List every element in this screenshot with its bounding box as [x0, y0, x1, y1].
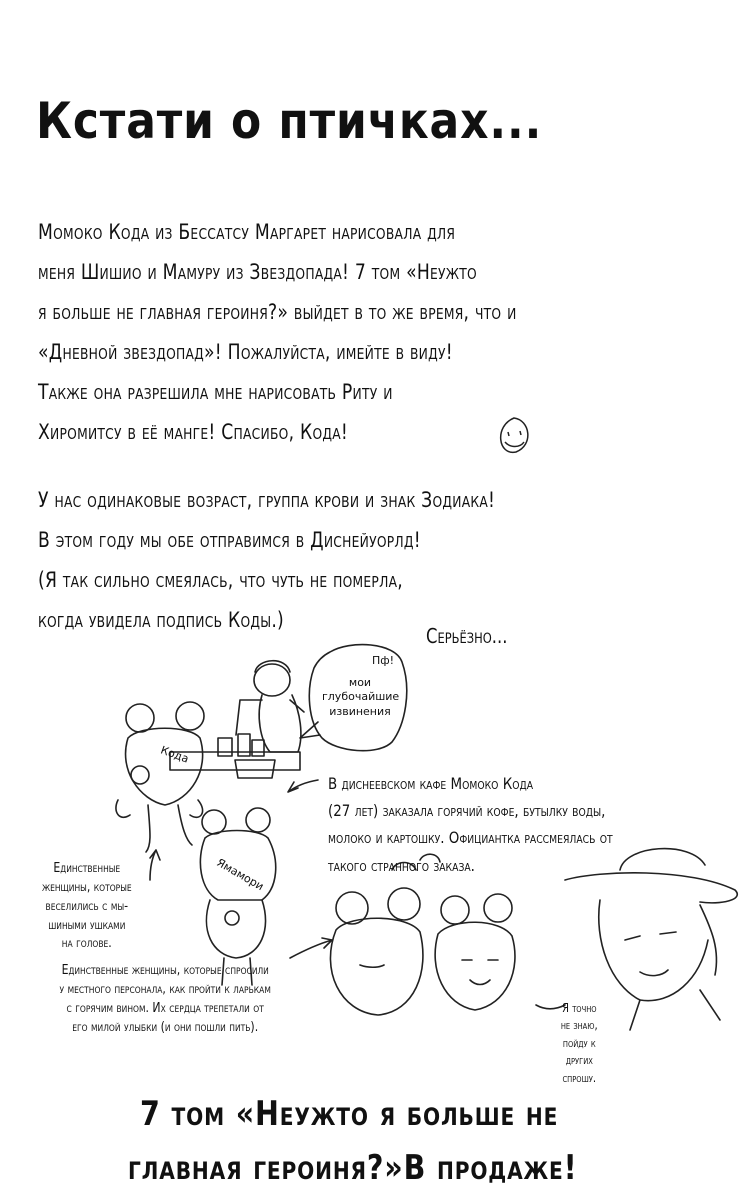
- paragraph-line: Хиромитсу в её манге! Спасибо, Кода!: [38, 420, 349, 444]
- note-line: других: [565, 1053, 593, 1068]
- note-line: пойду к: [562, 1035, 596, 1050]
- smiley-icon: [501, 418, 528, 452]
- bubble-apology: [322, 676, 398, 719]
- note-line: женщины, которые: [41, 879, 132, 895]
- note-line: В диснеевском кафе Момоко Кода: [328, 774, 534, 793]
- paragraph-line: меня Шишио и Мамуру из Звездопада! 7 том «Неужто: [38, 260, 477, 284]
- label-koda: Кода: [158, 743, 191, 766]
- note-line: Я точно: [561, 1001, 597, 1015]
- note-line: шиными ушками: [48, 917, 126, 933]
- bubble-pf: Пф!: [372, 654, 395, 667]
- paragraph-line: (Я так сильно смеялась, что чуть не померла,: [38, 568, 403, 592]
- page-title: Кстати о птичках...: [36, 92, 543, 150]
- paragraph-line: Также она разрешила мне нарисовать Риту и: [38, 380, 393, 404]
- arrow-left: [150, 850, 160, 880]
- paragraph-line: Момоко Кода из Бессатсу Маргарет нарисовала для: [38, 220, 456, 244]
- yamamori-figure: [200, 808, 275, 985]
- note-line: Единственные женщины, которые спросили: [61, 963, 269, 978]
- footer-line: главная героиня?»В продаже!: [128, 1148, 578, 1188]
- paragraph-line: я больше не главная героиня?» выйдет в то же время, что и: [38, 300, 517, 324]
- arrow-cafe: [288, 780, 318, 792]
- note-line: не знаю,: [560, 1018, 598, 1033]
- guy-note: [544, 1000, 615, 1087]
- seriously-text: Серьёзно...: [426, 624, 508, 648]
- note-line: спрошу.: [562, 1070, 597, 1085]
- paragraph-line: В этом году мы обе отправимся в Диснейуорлд!: [38, 528, 421, 552]
- note-line: с горячим вином. Их сердца трепетали от: [66, 1000, 264, 1016]
- note-line: его милой улыбки (и они пошли пить).: [72, 1019, 259, 1035]
- koda-figure: [116, 702, 204, 852]
- bubble-line: извинения: [329, 704, 391, 718]
- paragraph-line: «Дневной звездопад»! Пожалуйста, имейте в виду!: [38, 340, 453, 364]
- bubble-line: глубочайшие: [322, 690, 400, 704]
- bottom-note: [14, 962, 316, 1037]
- note-line: молоко и картошку. Официантка рассмеялась от: [328, 828, 613, 848]
- footer-line: 7 том «Неужто я больше не: [140, 1094, 559, 1134]
- bubble-line: мои: [348, 676, 372, 689]
- note-line: Единственные: [53, 861, 121, 876]
- cafe-note: [328, 770, 613, 879]
- note-line: у местного персонала, как пройти к ларькам: [59, 981, 271, 997]
- note-line: такого странного заказа.: [328, 855, 475, 875]
- waitress-figure: [236, 661, 304, 752]
- note-line: (27 лет) заказала горячий кофе, бутылку воды,: [328, 801, 606, 821]
- note-line: на голове.: [61, 936, 112, 952]
- arrow-bottom: [290, 938, 332, 958]
- left-note: [28, 860, 146, 954]
- paragraph-line: У нас одинаковые возраст, группа крови и знак Зодиака!: [38, 488, 496, 512]
- note-line: веселились с мы-: [45, 898, 129, 914]
- label-yamamori: Ямамори: [214, 855, 266, 894]
- paragraph-line: когда увидела подпись Коды.): [38, 608, 285, 632]
